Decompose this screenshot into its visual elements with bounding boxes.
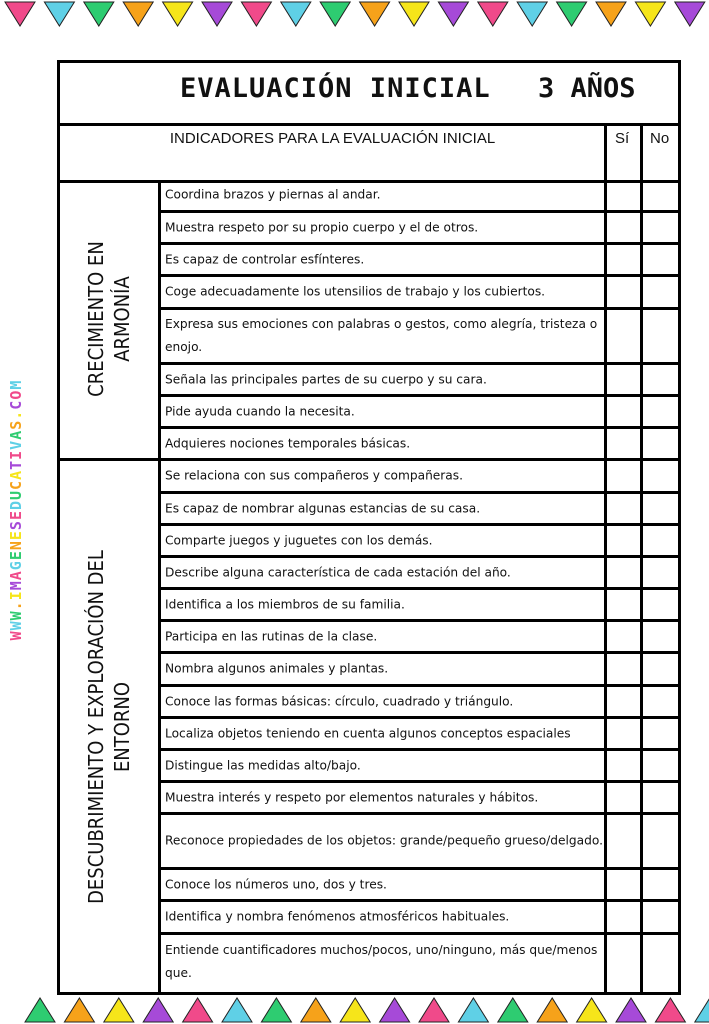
checkbox-no[interactable] — [643, 783, 676, 812]
checkbox-no[interactable] — [643, 687, 676, 716]
table-row — [161, 277, 678, 310]
table-row — [161, 719, 678, 751]
checkbox-no[interactable] — [643, 494, 676, 523]
checkbox-si[interactable] — [607, 590, 640, 619]
table-row — [161, 429, 678, 461]
table-row — [161, 310, 678, 365]
checkbox-no[interactable] — [643, 622, 676, 651]
indicator-text: Pide ayuda cuando la necesita. — [165, 404, 355, 418]
section-title-line2: ENTORNO — [110, 681, 134, 772]
pennant-down-icon — [399, 2, 429, 26]
checkbox-si[interactable] — [607, 815, 640, 867]
checkbox-si[interactable] — [607, 397, 640, 426]
pennant-up-icon — [222, 998, 252, 1022]
pennant-down-icon — [478, 2, 508, 26]
pennant-up-icon — [143, 998, 173, 1022]
checkbox-si[interactable] — [607, 245, 640, 274]
checkbox-si[interactable] — [607, 365, 640, 394]
checkbox-si[interactable] — [607, 180, 640, 210]
table-row — [161, 870, 678, 902]
pennant-down-icon — [557, 2, 587, 26]
indicator-text: Comparte juegos y juguetes con los demás. — [165, 533, 433, 547]
indicator-text: Muestra respeto por su propio cuerpo y el de otros. — [165, 220, 479, 234]
checkbox-no[interactable] — [643, 654, 676, 684]
indicator-text: Es capaz de nombrar algunas estancias de su casa. — [165, 501, 481, 515]
checkbox-no[interactable] — [643, 461, 676, 491]
pennant-up-icon — [419, 998, 449, 1022]
checkbox-no[interactable] — [643, 751, 676, 780]
checkbox-si[interactable] — [607, 558, 640, 587]
checkbox-no[interactable] — [643, 213, 676, 242]
indicator-text: Señala las principales partes de su cuerpo y su cara. — [165, 372, 487, 386]
pennant-down-icon — [438, 2, 468, 26]
checkbox-no[interactable] — [643, 815, 676, 867]
section-title-line2: ARMONÍA — [110, 276, 134, 362]
indicator-text: Reconoce propiedades de los objetos: grande/pequeño grueso/delgado. — [165, 833, 603, 848]
checkbox-si[interactable] — [607, 310, 640, 362]
checkbox-no[interactable] — [643, 277, 676, 307]
table-row — [161, 526, 678, 558]
checkbox-no[interactable] — [643, 558, 676, 587]
watermark-text: WWW.IMAGENESEDUCATIVAS.COM — [7, 379, 25, 641]
pennant-down-icon — [320, 2, 350, 26]
section-title-line1: CRECIMIENTO EN — [84, 241, 108, 397]
checkbox-no[interactable] — [643, 935, 676, 989]
table-row — [161, 213, 678, 245]
checkbox-no[interactable] — [643, 245, 676, 274]
pennant-up-icon — [301, 998, 331, 1022]
pennant-banner-bottom — [0, 994, 709, 1024]
indicator-text: Conoce los números uno, dos y tres. — [165, 877, 387, 891]
table-row — [161, 687, 678, 719]
section-title-line1: DESCUBRIMIENTO Y EXPLORACIÓN DEL — [84, 549, 108, 904]
pennant-down-icon — [44, 2, 74, 26]
indicator-text: Muestra interés y respeto por elementos naturales y hábitos. — [165, 790, 539, 804]
page-title: EVALUACIÓN INICIAL — [180, 73, 491, 104]
pennant-up-icon — [340, 998, 370, 1022]
indicator-text: Entiende cuantificadores muchos/pocos, uno/ninguno, más que/menos que. — [165, 943, 598, 980]
table-row — [161, 751, 678, 783]
section-block — [60, 180, 161, 461]
indicator-text: Distingue las medidas alto/bajo. — [165, 758, 361, 772]
checkbox-si[interactable] — [607, 277, 640, 307]
indicator-text: Es capaz de controlar esfínteres. — [165, 252, 365, 266]
table-row — [161, 783, 678, 815]
pennant-up-icon — [458, 998, 488, 1022]
pennant-up-icon — [64, 998, 94, 1022]
checkbox-no[interactable] — [643, 526, 676, 555]
pennant-up-icon — [498, 998, 528, 1022]
pennant-down-icon — [163, 2, 193, 26]
pennant-down-icon — [84, 2, 114, 26]
indicator-text: Coordina brazos y piernas al andar. — [165, 187, 381, 202]
checkbox-si[interactable] — [607, 687, 640, 716]
checkbox-no[interactable] — [643, 870, 676, 899]
indicator-text: Conoce las formas básicas: círculo, cuadrado y triángulo. — [165, 694, 514, 708]
table-row — [161, 815, 678, 870]
checkbox-si[interactable] — [607, 213, 640, 242]
title-row — [60, 63, 678, 126]
checkbox-no[interactable] — [643, 902, 676, 932]
pennant-up-icon — [695, 998, 709, 1022]
pennant-up-icon — [655, 998, 685, 1022]
pennant-up-icon — [537, 998, 567, 1022]
pennant-down-icon — [202, 2, 232, 26]
checkbox-no[interactable] — [643, 590, 676, 619]
section-title — [83, 241, 135, 397]
pennant-down-icon — [596, 2, 626, 26]
pennant-down-icon — [360, 2, 390, 26]
checkbox-si[interactable] — [607, 622, 640, 651]
table-row — [161, 558, 678, 590]
indicator-text: Identifica y nombra fenómenos atmosféricos habituales. — [165, 909, 510, 924]
pennant-up-icon — [104, 998, 134, 1022]
checkbox-si[interactable] — [607, 902, 640, 932]
table-header — [60, 126, 678, 183]
indicator-text: Participa en las rutinas de la clase. — [165, 629, 378, 643]
table-row — [161, 461, 678, 494]
checkbox-si[interactable] — [607, 429, 640, 458]
pennant-up-icon — [261, 998, 291, 1022]
table-row — [161, 622, 678, 654]
table-row — [161, 397, 678, 429]
pennant-down-icon — [635, 2, 665, 26]
table-row — [161, 365, 678, 397]
indicator-text: Expresa sus emociones con palabras o gestos, como alegría, tristeza o enojo. — [165, 317, 598, 354]
pennant-down-icon — [517, 2, 547, 26]
indicator-text: Localiza objetos teniendo en cuenta algunos conceptos espaciales — [165, 726, 571, 740]
table-row — [161, 902, 678, 935]
checkbox-si[interactable] — [607, 935, 640, 989]
checkbox-si[interactable] — [607, 870, 640, 899]
pennant-up-icon — [183, 998, 213, 1022]
checkbox-no[interactable] — [643, 365, 676, 394]
section-block — [60, 461, 161, 992]
table-row — [161, 935, 678, 989]
indicator-text: Adquieres nociones temporales básicas. — [165, 436, 411, 450]
header-no-label: No — [650, 130, 670, 147]
table-row — [161, 590, 678, 622]
pennant-up-icon — [577, 998, 607, 1022]
indicator-text: Describe alguna característica de cada estación del año. — [165, 565, 511, 579]
checkbox-si[interactable] — [607, 654, 640, 684]
indicator-text: Se relaciona con sus compañeros y compañeras. — [165, 468, 463, 483]
section-title — [83, 550, 135, 904]
header-indicators-label: INDICADORES PARA LA EVALUACIÓN INICIAL — [169, 130, 496, 147]
age-label: 3 AÑOS — [538, 73, 636, 104]
pennant-up-icon — [25, 998, 55, 1022]
checkbox-si[interactable] — [607, 719, 640, 748]
pennant-banner-top — [0, 0, 709, 30]
pennant-down-icon — [5, 2, 35, 26]
checkbox-no[interactable] — [643, 429, 676, 458]
table-row — [161, 180, 678, 213]
checkbox-no[interactable] — [643, 310, 676, 362]
checkbox-si[interactable] — [607, 526, 640, 555]
pennant-up-icon — [616, 998, 646, 1022]
indicator-text: Nombra algunos animales y plantas. — [165, 661, 389, 676]
table-row — [161, 654, 678, 687]
pennant-up-icon — [380, 998, 410, 1022]
watermark — [4, 340, 28, 680]
header-si-label: Sí — [615, 130, 630, 147]
checkbox-si[interactable] — [607, 461, 640, 491]
evaluation-sheet — [57, 60, 681, 995]
checkbox-si[interactable] — [607, 494, 640, 523]
pennant-down-icon — [241, 2, 271, 26]
indicator-text: Identifica a los miembros de su familia. — [165, 597, 405, 611]
checkbox-no[interactable] — [643, 397, 676, 426]
indicator-text: Coge adecuadamente los utensilios de trabajo y los cubiertos. — [165, 284, 546, 299]
checkbox-no[interactable] — [643, 719, 676, 748]
table-row — [161, 245, 678, 277]
checkbox-si[interactable] — [607, 783, 640, 812]
checkbox-no[interactable] — [643, 180, 676, 210]
pennant-down-icon — [123, 2, 153, 26]
pennant-down-icon — [675, 2, 705, 26]
pennant-down-icon — [281, 2, 311, 26]
table-row — [161, 494, 678, 526]
checkbox-si[interactable] — [607, 751, 640, 780]
